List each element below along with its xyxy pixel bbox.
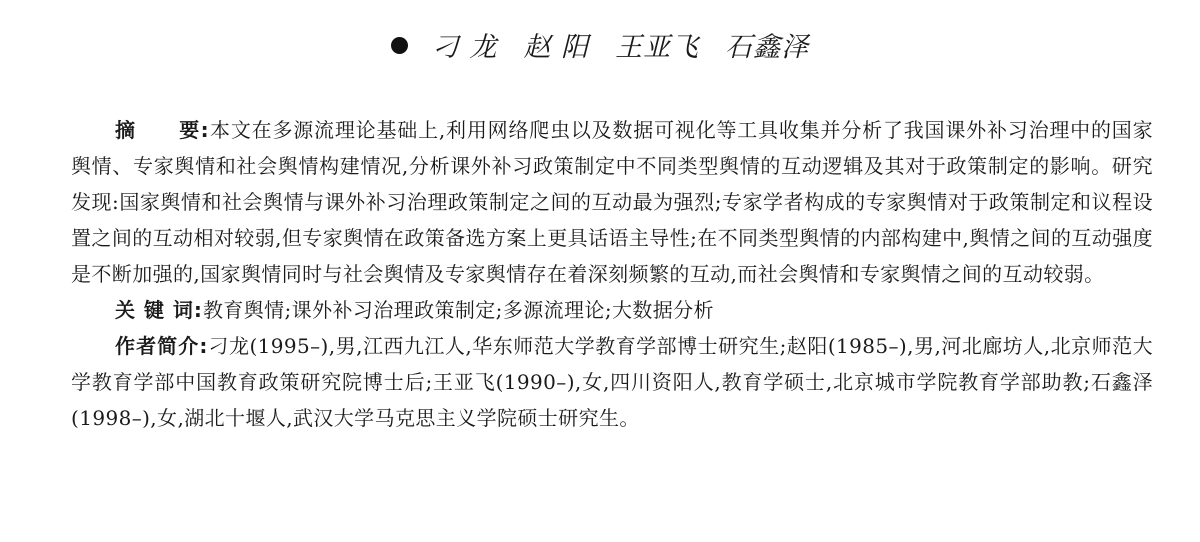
author-line	[0, 28, 1200, 68]
keywords-paragraph	[71, 292, 1153, 328]
abstract-label: 摘 要:	[115, 118, 210, 142]
abstract-text: 本文在多源流理论基础上,利用网络爬虫以及数据可视化等工具收集并分析了我国课外补习治理中的国家舆情、专家舆情和社会舆情构建情况,分析课外补习政策制定中不同类型舆情的互动逻辑及其对于政策制定的影响。研究发现:国家舆情和社会舆情与课外补习治理政策制定之间的互动最为强烈;专家学者构成的专家舆情对于政策制定和议程设置之间的互动相对较弱,但专家舆情在政策备选方案上更具话语主导性;在不同类型舆情的内部构建中,舆情之间的互动强度是不断加强的,国家舆情同时与社会舆情及专家舆情存在着深刻频繁的互动,而社会舆情和专家舆情之间的互动较弱。	[71, 118, 1153, 286]
keywords-text: 教育舆情;课外补习治理政策制定;多源流理论;大数据分析	[202, 298, 714, 322]
author-name: 石鑫泽	[725, 32, 810, 63]
author-name: 王亚飞	[615, 32, 700, 63]
author-bio-paragraph	[71, 328, 1153, 436]
bullet-icon	[391, 37, 408, 54]
author-bio-text: 刁龙(1995–),男,江西九江人,华东师范大学教育学部博士研究生;赵阳(1985–),男,河北廊坊人,北京师范大学教育学部中国教育政策研究院博士后;王亚飞(1990–),女,四川资阳人,教育学硕士,北京城市学院教育学部助教;石鑫泽(1998–),女,湖北十堰人,武汉大学马克思主义学院硕士研究生。	[71, 334, 1153, 430]
keywords-label: 关 键 词:	[115, 298, 203, 322]
author-bio-label: 作者简介:	[115, 334, 209, 358]
abstract-block	[71, 112, 1153, 436]
author-name: 刁 龙	[431, 32, 498, 63]
abstract-paragraph	[71, 112, 1153, 292]
author-name: 赵 阳	[523, 32, 590, 63]
